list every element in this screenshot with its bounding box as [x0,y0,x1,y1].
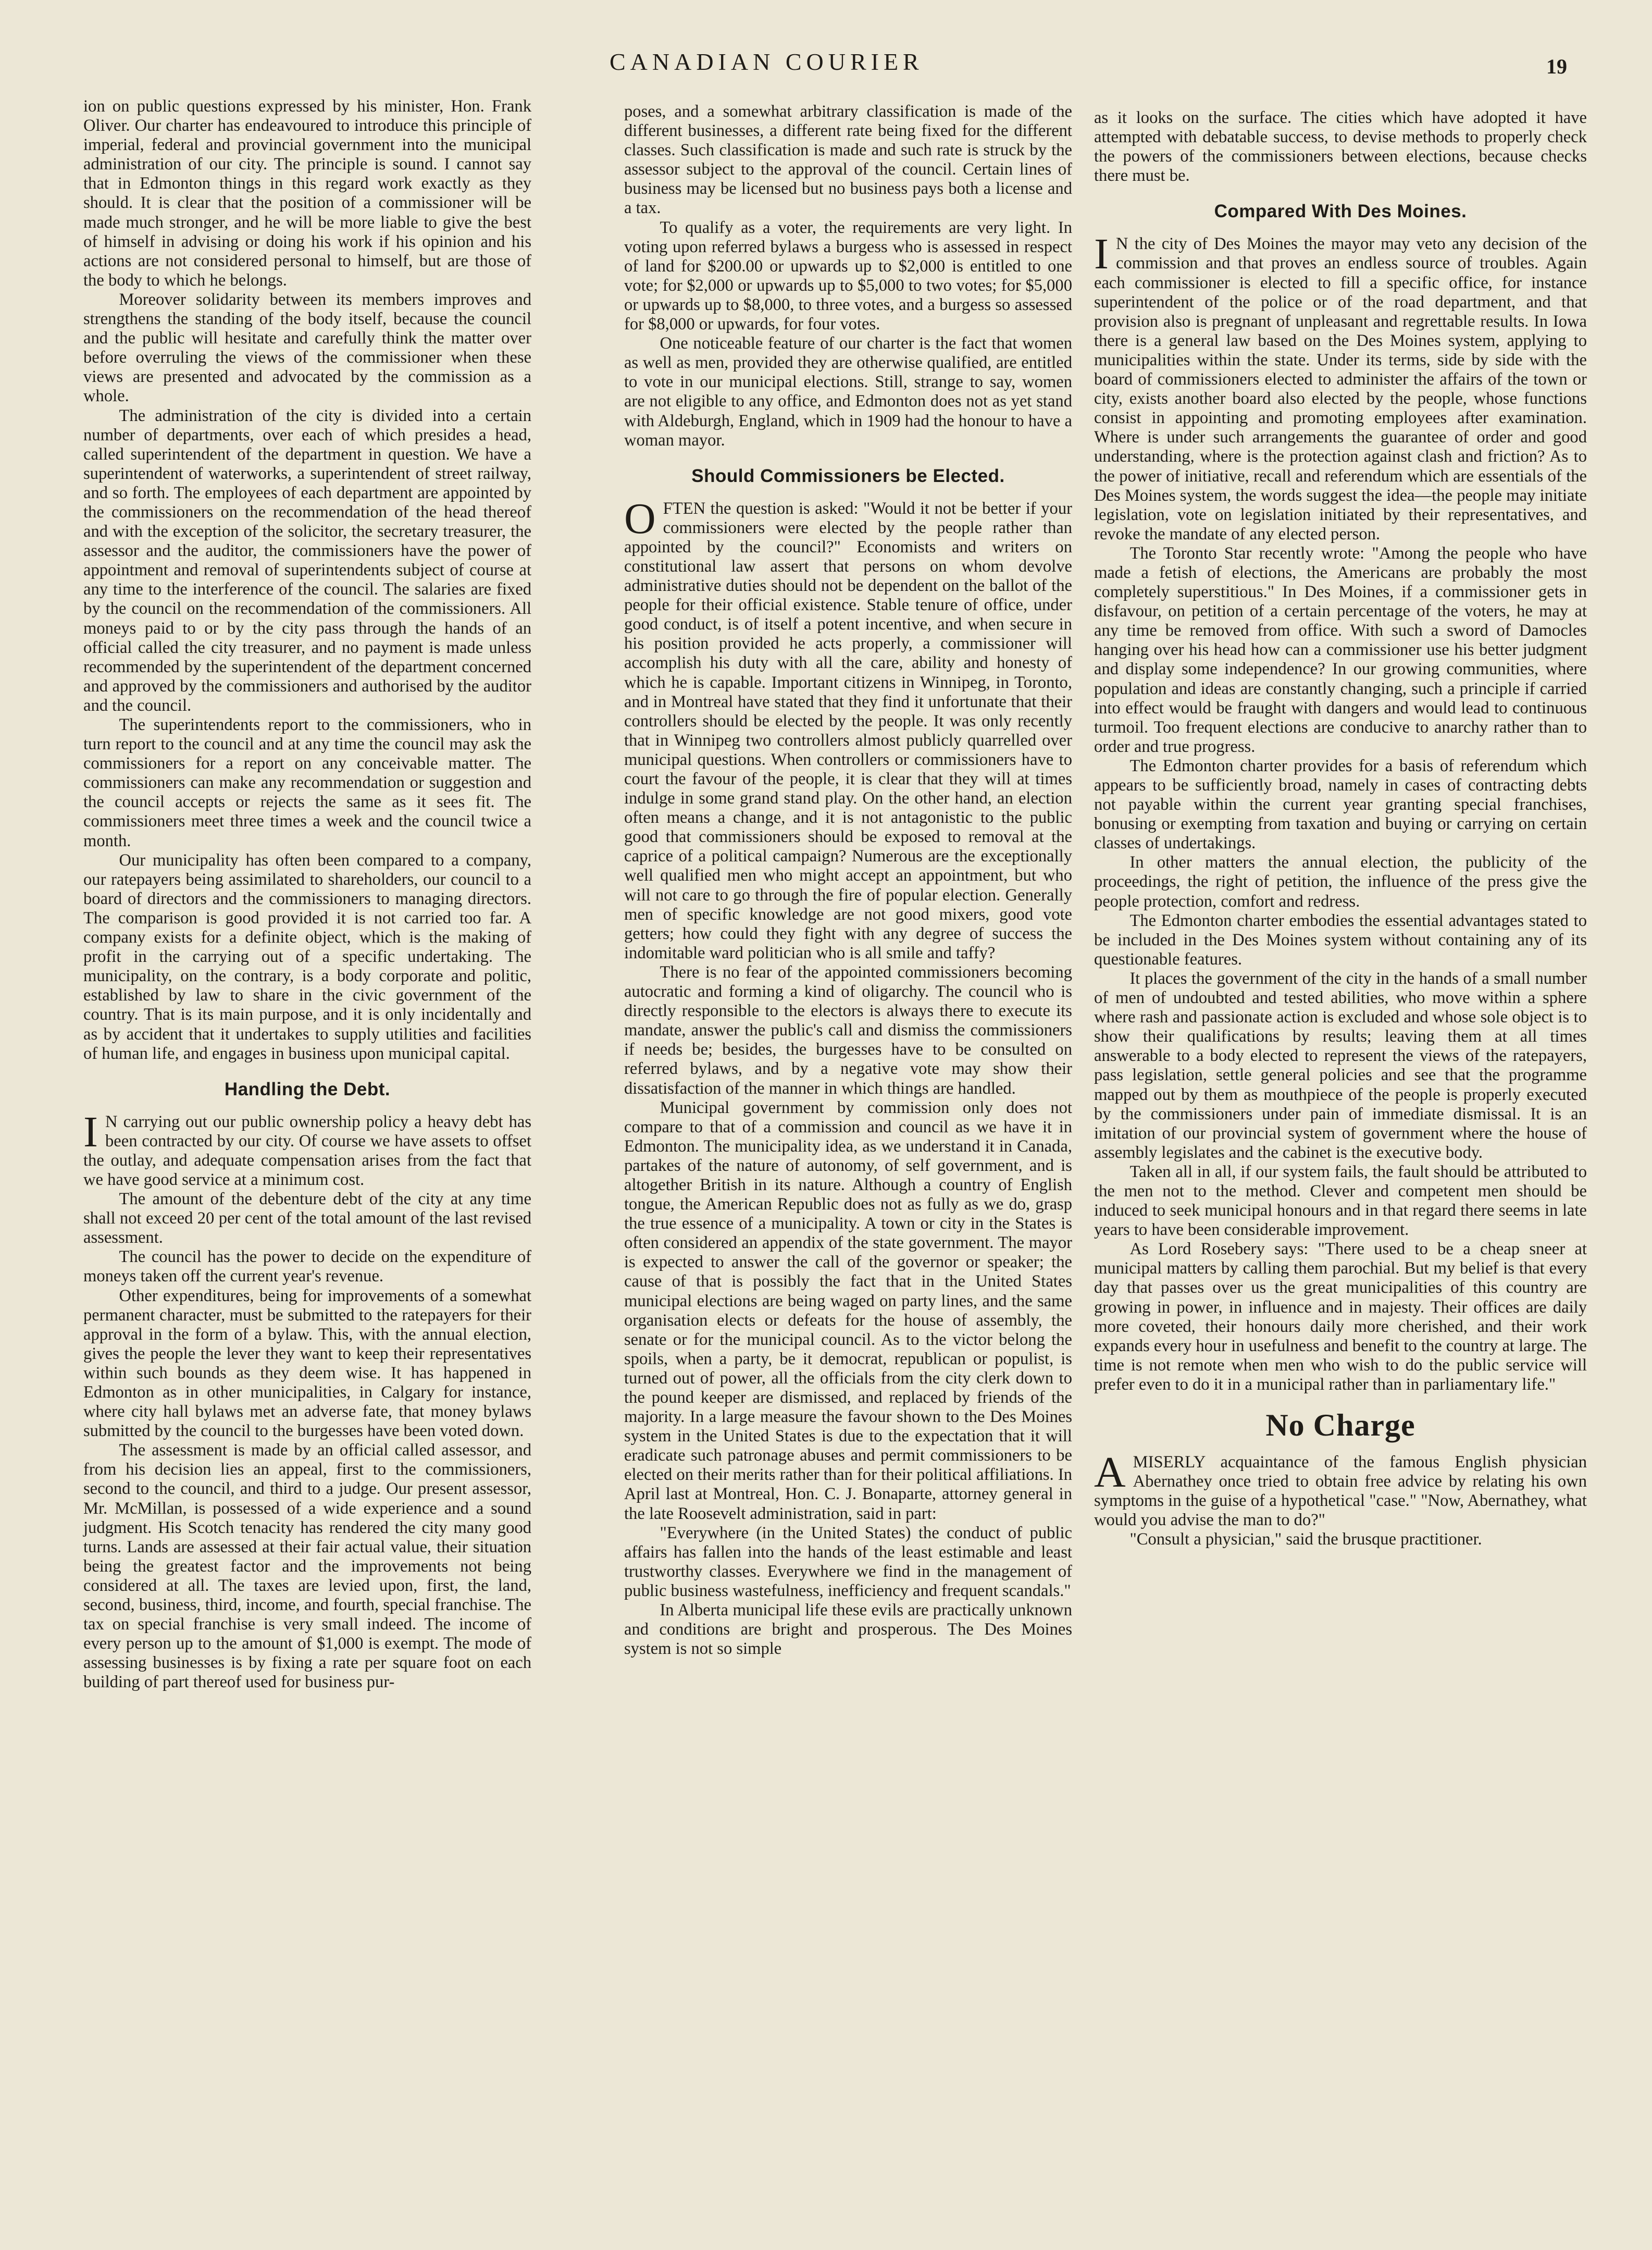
running-head: CANADIAN COURIER [610,48,924,75]
paragraph: Other expenditures, being for improvements of a somewhat permanent character, must be submitted to the ratepayers for their approval in the form of a bylaw. This, with the annual election, gives the people the lever they want to keep their representatives within such bounds as they deem wise. It has happened in Edmonton as in other municipalities, in Calgary for instance, where city hall bylaws met an adverse fate, that money bylaws submitted by the council to the burgesses have been voted down. [83,1286,531,1441]
paragraph: It places the government of the city in the hands of a small number of men of undoubted and tested abilities, who move within a sphere where rash and passionate action is excluded and whose sole object is to show their qualifications by results; leaving them at all times answerable to a body elected to represent the views of the ratepayers, pass legislation, settle general policies and see that the programme mapped out by them as mouthpiece of the people is properly executed by the commissioners under pain of immediate dismissal. It is an imitation of our provincial system of government where the house of assembly legislates and the cabinet is the executive body. [1094,969,1587,1162]
paragraph: The administration of the city is divided into a certain number of departments, over each of which presides a head, called superintendent of the department in question. We have a superintendent of waterworks, a superintendent of street railway, and so forth. The employees of each department are appointed by the commissioners on the recommendation of the head thereof and with the exception of the solicitor, the secretary treasurer, the assessor and the auditor, the commissioners have the power of appointment and removal of superintendents subject of course at any time to the interference of the council. The salaries are fixed by the council on the recommendation of the commissioners. All moneys paid to or by the city pass through the hands of an official called the city treasurer, and no payment is made unless recommended by the superintendent of the department concerned and approved by the commissioners and authorised by the auditor and the council. [83,406,531,715]
paragraph: The Edmonton charter embodies the essential advantages stated to be included in the Des Moines system without containing any of its questionable features. [1094,911,1587,969]
paragraph: AMISERLY acquaintance of the famous English physician Abernathey once tried to obtain free advice by relating his own symptoms in the guise of a hypothetical "case." "Now, Abernathey, what would you advise the man to do?" [1094,1448,1587,1530]
paragraph: To qualify as a voter, the requirements are very light. In voting upon referred bylaws a burgess who is assessed in respect of land for $200.00 or upwards up to $2,000 is entitled to one vote; for $2,000 or upwards up to $5,000 to two votes; for $5,000 or upwards up to $8,000, to three votes, and a burgess so assessed for $8,000 or upwards, for four votes. [624,218,1072,334]
paragraph: "Consult a physician," said the brusque practitioner. [1129,1530,1482,1549]
paragraph: poses, and a somewhat arbitrary classification is made of the different businesses, a different rate being fixed for the different classes. Such classification is made and such rate is struck by the assessor subject to the approval of the council. Certain lines of business may be licensed but no business pays both a license and a tax. [624,102,1072,218]
paragraph: In Alberta municipal life these evils are practically unknown and conditions are bright and prosperous. The Des Moines system is not so simple [624,1601,1072,1659]
paragraph: as it looks on the surface. The cities which have adopted it have attempted with debatable success, to devise methods to properly check the powers of the commissioners between elections, because checks there must be. [1094,108,1587,186]
paragraph: The council has the power to decide on the expenditure of moneys taken off the current year's revenue. [83,1247,531,1286]
paragraph: ion on public questions expressed by his minister, Hon. Frank Oliver. Our charter has endeavoured to introduce this principle of imperial, federal and provincial government into the municipal administration of our city. The principle is sound. I cannot say that in Edmonton things in this regard work exactly as they should. It is clear that the position of a commissioner will be made much stronger, and he will be more liable to give the best of himself in advising or doing his work if his opinion and his actions are not considered personal to himself, but are those of the body to which he belongs. [83,97,531,290]
column-3 [1094,108,1587,1549]
paragraph: IN the city of Des Moines the mayor may veto any decision of the commission and that proves an endless source of troubles. Again each commissioner is elected to fill a specific office, for instance superintendent of the police or of the road department, and that provision also is pregnant of unpleasant and regrettable results. In Iowa there is a general law based on the Des Moines system, applying to municipalities within the state. Under its terms, side by side with the board of commissioners elected to administer the affairs of the town or city, exists another board also elected by the people, whose functions consist in appointing and promoting employees after examination. Where is under such arrangements the guarantee of order and good understanding, where is the protection against clash and friction? As to the power of initiative, recall and referendum which are essentials of the Des Moines system, the words suggest the idea—the people may initiate legislation, vote on legislation initiated by their representatives, and revoke the mandate of any elected person. [1094,230,1587,543]
paragraph: The amount of the debenture debt of the city at any time shall not exceed 20 per cent of the total amount of the last revised assessment. [83,1190,531,1247]
paragraph: The Toronto Star recently wrote: "Among the people who have made a fetish of elections, the Americans are probably the most completely superstitious." In Des Moines, if a commissioner gets in disfavour, on petition of a certain percentage of the voters, he may at any time be removed from office. With such a sword of Damocles hanging over his head how can a commissioner use his better judgment and display some independence? In our growing communities, where population and ideas are constantly changing, such a principle if carried into effect would be fraught with dangers and would lead to continuous turmoil. Too frequent elections are conducive to anarchy rather than to order and true progress. [1094,543,1587,756]
paragraph: "Everywhere (in the United States) the conduct of public affairs has fallen into the hands of the least estimable and least trustworthy classes. Everywhere we find in the management of public business wastefulness, inefficiency and frequent scandals." [624,1523,1072,1600]
section-heading-handling-the-debt: Handling the Debt. [224,1079,391,1099]
paragraph: The Edmonton charter provides for a basis of referendum which appears to be sufficiently broad, namely in cases of contracting debts not payable within the current year granting special franchises, bonusing or exempting from taxation and buying or carrying on certain classes of undertakings. [1094,756,1587,853]
paragraph: There is no fear of the appointed commissioners becoming autocratic and forming a kind of oligarchy. The council who is directly responsible to the electors is always there to execute its mandate, answer the public's call and dismiss the commissioners if needs be; besides, the burgesses have to be consulted on referred bylaws, and by a negative vote may show their dissatisfaction of the manner in which things are handled. [624,962,1072,1098]
page-number: 19 [1546,55,1567,78]
column-1 [83,97,531,1692]
paragraph: One noticeable feature of our charter is the fact that women as well as men, provided they are otherwise qualified, are entitled to vote in our municipal elections. Still, strange to say, women are not eligible to any office, and Edmonton does not as yet stand with Aldeburgh, England, which in 1909 had the honour to have a woman mayor. [624,334,1072,450]
paragraph: Municipal government by commission only does not compare to that of a commission and council as we have it in Edmonton. The municipality idea, as we understand it in Canada, partakes of the nature of autonomy, of self government, and is altogether British in its nature. Although a country of English tongue, the American Republic does not as fully as we do, grasp the true essence of a municipality. A town or city in the States is often considered an appendix of the state government. The mayor is expected to answer the call of the governor or speaker; the cause of that is possibly the fact that in the United States municipal elections are being waged on party lines, and the same organisation elects or defeats for the house of assembly, the senate or for the municipal council. As to the victor belong the spoils, when a party, be it democrat, republican or populist, is turned out of power, all the officials from the city clerk down to the pound keeper are dismissed, and replaced by friends of the majority. In a large measure the favour shown to the Des Moines system in the United States is due to the expectation that it will eradicate such patronage abuses and permit commissioners to be elected on their merits rather than for their political affiliations. In April last at Montreal, Hon. C. J. Bonaparte, attorney general in the late Roosevelt administration, said in part: [624,1098,1072,1523]
paragraph: Moreover solidarity between its members improves and strengthens the standing of the body itself, because the council and the public will hesitate and carefully think the matter over before overruling the views of the commissioner when these views are presented and advocated by the commission as a whole. [83,290,531,406]
column-2 [624,102,1072,1659]
paragraph: The assessment is made by an official called assessor, and from his decision lies an appeal, first to the commissioners, second to the council, and third to a judge. Our present assessor, Mr. McMillan, is possessed of a wide experience and a sound judgment. His Scotch tenacity has rendered the city many good turns. Lands are assessed at their fair actual value, their situation being the greatest factor and the improvements not being considered at all. The taxes are levied upon, first, the land, second, business, third, income, and fourth, special franchise. The tax on special franchise is very small indeed. The income of every person up to the amount of $1,000 is exempt. The mode of assessing businesses is by fixing a rate per square foot on each building of part thereof used for business pur- [83,1441,531,1692]
paragraph: Our municipality has often been compared to a company, our ratepayers being assimilated to shareholders, our council to a board of directors and the commissioners to managing directors. The comparison is good provided it is not carried too far. A company exists for a definite object, which is the making of profit in the carrying out of a specific undertaking. The municipality, on the contrary, is a body corporate and politic, established by law to share in the civic government of the country. That is its main purpose, and it is only incidentally and as by accident that it undertakes to supply utilities and facilities of human life, and engages in business upon municipal capital. [83,850,531,1063]
section-heading-should-commissioners-be-elected: Should Commissioners be Elected. [691,465,1005,486]
section-heading-no-charge: No Charge [1265,1408,1415,1442]
paragraph: IN carrying out our public ownership policy a heavy debt has been contracted by our city. Of course we have assets to offset the outlay, and adequate compensation arises from the fact that we have good service at a minimum cost. [83,1107,531,1189]
paragraph: The superintendents report to the commissioners, who in turn report to the council and at any time the council may ask the commissioners for a report on any conceivable matter. The commissioners can make any recommendation or suggestion and the council accepts or rejects the same as it sees fit. The commissioners meet three times a week and the council twice a month. [83,715,531,850]
section-heading-compared-with-des-moines: Compared With Des Moines. [1214,201,1467,222]
paragraph: In other matters the annual election, the publicity of the proceedings, the right of petition, the influence of the press give the people protection, comfort and redress. [1094,853,1587,911]
paragraph: Taken all in all, if our system fails, the fault should be attributed to the men not to the method. Clever and competent men should be induced to seek municipal honours and in that regard there seems in late years to have been considerable improvement. [1094,1162,1587,1240]
paragraph: OFTEN the question is asked: "Would it not be better if your commissioners were elected by the people rather than appointed by the council?" Economists and writers on constitutional law assert that persons on whom devolve administrative duties should not be dependent on the ballot of the people for their official existence. Stable tenure of office, under good conduct, is of itself a potent incentive, and when secure in his position provided he acts properly, a commissioner will accomplish his duty with all the care, ability and honesty of which he is capable. Important citizens in Winnipeg, in Toronto, and in Montreal have stated that they find it unfortunate that their controllers should be elected by the people. It was only recently that in Winnipeg two controllers almost publicly quarrelled over municipal questions. When controllers or commissioners have to court the favour of the people, it is clear that they will at times indulge in some grand stand play. On the other hand, an election often means a change, and it is not antagonistic to the public good that commissioners should be exposed to removal at the caprice of a political campaign? Numerous are the exceptionally well qualified men who might accept an appointment, but who will not care to go through the fire of popular election. Generally men of specific knowledge are not good mixers, good vote getters; how could they fight with any degree of success the indomitable ward politician who is all smile and taffy? [624,494,1072,962]
paragraph: As Lord Rosebery says: "There used to be a cheap sneer at municipal matters by calling them parochial. But my belief is that every day that passes over us the great municipalities of this country are growing in power, in influence and in majesty. Their offices are daily more coveted, their honours daily more cherished, and their work expands every hour in usefulness and benefit to the country at large. The time is not remote when men who wish to do the public service will prefer even to do it in a municipal rather than in parliamentary life." [1094,1240,1587,1394]
